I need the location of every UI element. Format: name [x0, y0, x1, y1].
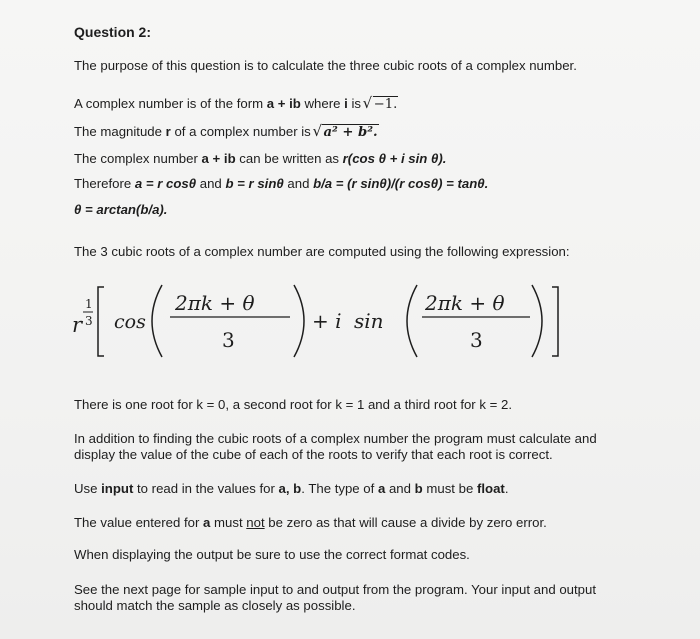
formula-den-left: 3 [222, 328, 235, 352]
verify-text-1: In addition to finding the cubic roots of a complex number the program must calculate and [74, 431, 597, 446]
formula-num-left: 2πk + θ [175, 291, 255, 315]
text: must be [422, 481, 477, 496]
text: and [196, 176, 226, 191]
formula-plus-i: + i [312, 309, 342, 333]
expr: b = r sinθ [225, 176, 284, 191]
bracket-right [552, 287, 558, 356]
keyword: a [377, 481, 386, 496]
verify-text-2: display the value of the cube of each of the roots to verify that each root is correct. [74, 447, 553, 462]
formula-cos: cos [114, 311, 146, 333]
text: The complex number [74, 151, 202, 166]
paren-left-close [294, 285, 304, 357]
sample-text-2: should match the sample as closely as possible. [74, 598, 356, 613]
formula-num-right: 2πk + θ [425, 291, 505, 315]
bracket-left [98, 287, 104, 356]
polar-line [74, 151, 446, 166]
text: to read in the values for [133, 481, 279, 496]
formula-r: r [72, 313, 83, 337]
sqrt-expr [362, 94, 399, 112]
formula-sin: sin [354, 309, 384, 333]
text: is [347, 96, 365, 111]
question-title: Question 2: [74, 24, 152, 40]
radicand: a² + b². [323, 125, 378, 140]
theta-line: θ = arctan(b/a). [74, 202, 168, 217]
text: must [210, 515, 247, 530]
paren-left-open [152, 285, 162, 357]
therefore-line [74, 176, 488, 191]
paren-right-open [407, 285, 417, 357]
text: be zero as that will cause a divide by zero error. [264, 515, 547, 530]
expr: b/a = (r sinθ)/(r cosθ) = tanθ. [313, 176, 489, 191]
text: and [385, 481, 415, 496]
paren-right-close [532, 285, 542, 357]
radical-sign: √ [312, 122, 323, 140]
keyword: a, b [278, 481, 302, 496]
text: and [283, 176, 314, 191]
magnitude-line [74, 124, 379, 140]
radicand: −1. [373, 97, 398, 112]
expr: r [165, 124, 171, 139]
k-values-text: There is one root for k = 0, a second root for k = 1 and a third root for k = 2. [74, 397, 512, 412]
text: of a complex number is [170, 124, 315, 139]
formula-exp-num: 1 [85, 297, 93, 311]
format-text: When displaying the output be sure to use the correct format codes. [74, 547, 470, 562]
keyword: a [203, 515, 211, 530]
expr: i [344, 96, 348, 111]
sample-text-1: See the next page for sample input to and output from the program. Your input and output [74, 582, 596, 597]
zero-warning [74, 515, 547, 530]
formula-graphic [72, 283, 572, 363]
cubic-root-formula [72, 283, 572, 363]
text: Therefore [74, 176, 135, 191]
keyword: float [476, 481, 505, 496]
complex-form-line [74, 96, 398, 112]
text: The value entered for [74, 515, 204, 530]
keyword: input [101, 481, 134, 496]
text: can be written as [235, 151, 343, 166]
formula-den-right: 3 [470, 328, 483, 352]
text: A complex number is of the form [74, 96, 267, 111]
formula-exp-den: 3 [85, 314, 93, 328]
text: Use [74, 481, 102, 496]
expr: a = r cosθ [134, 176, 197, 191]
expr: a + ib [201, 151, 236, 166]
text: . [504, 481, 509, 496]
expr: r(cos θ + i sin θ). [342, 151, 447, 166]
radical-sign: √ [362, 94, 373, 112]
emphasis: not [246, 515, 265, 530]
input-instructions [74, 481, 508, 496]
text: The magnitude [74, 124, 166, 139]
text: . The type of [301, 481, 378, 496]
text: where [300, 96, 345, 111]
keyword: b [414, 481, 423, 496]
roots-intro: The 3 cubic roots of a complex number are computed using the following expression: [74, 244, 570, 259]
intro-text: The purpose of this question is to calculate the three cubic roots of a complex number. [74, 58, 577, 73]
expr: a + ib [266, 96, 301, 111]
sqrt-expr [312, 122, 378, 140]
